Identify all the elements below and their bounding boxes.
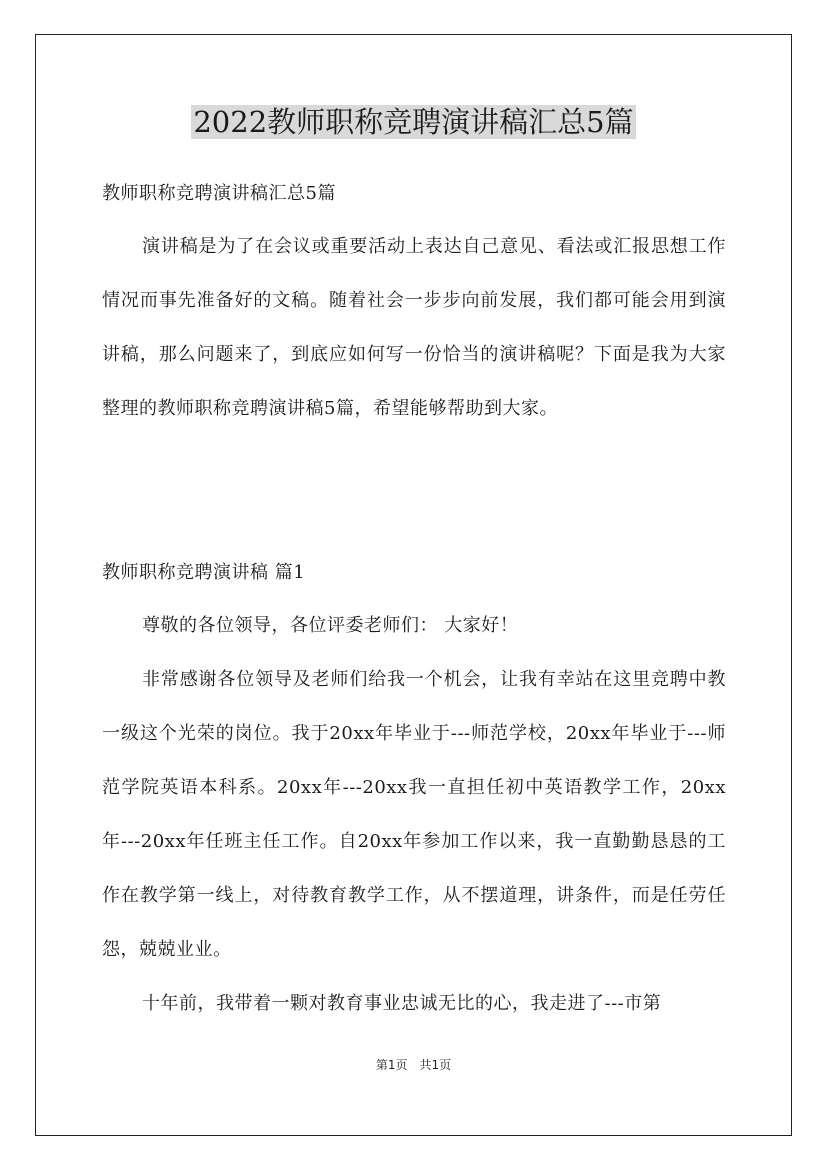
document-title-text: 2022教师职称竞聘演讲稿汇总5篇 (193, 105, 634, 139)
body-paragraph-2: 十年前，我带着一颗对教育事业忠诚无比的心，我走进了---市第 (142, 993, 662, 1014)
greeting-paragraph: 尊敬的各位领导，各位评委老师们： 大家好！ (142, 615, 519, 636)
document-title (0, 100, 827, 144)
section-heading-1: 教师职称竞聘演讲稿 篇1 (102, 562, 306, 583)
intro-paragraph: 演讲稿是为了在会议或重要活动上表达自己意见、看法或汇报思想工作情况而事先准备好的文稿。随着社会一步步向前发展，我们都可能会用到演讲稿，那么问题来了，到底应如何写一份恰当的演讲稿呢？下面是我为大家整理的教师职称竞聘演讲稿5篇，希望能够帮助到大家。 (102, 236, 726, 419)
page-footer: 第1页 共1页 (375, 1058, 452, 1072)
body-paragraph-1: 非常感谢各位领导及老师们给我一个机会，让我有幸站在这里竞聘中教一级这个光荣的岗位。我于20xx年毕业于---师范学校，20xx年毕业于---师范学院英语本科系。20xx年---20xx我一直担任初中英语教学工作，20xx年---20xx年任班主任工作。自20xx年参加工作以来，我一直勤勤恳恳的工作在教学第一线上，对待教育教学工作，从不摆道理，讲条件，而是任劳任怨，兢兢业业。 (102, 669, 726, 960)
document-subtitle: 教师职称竞聘演讲稿汇总5篇 (102, 183, 336, 204)
